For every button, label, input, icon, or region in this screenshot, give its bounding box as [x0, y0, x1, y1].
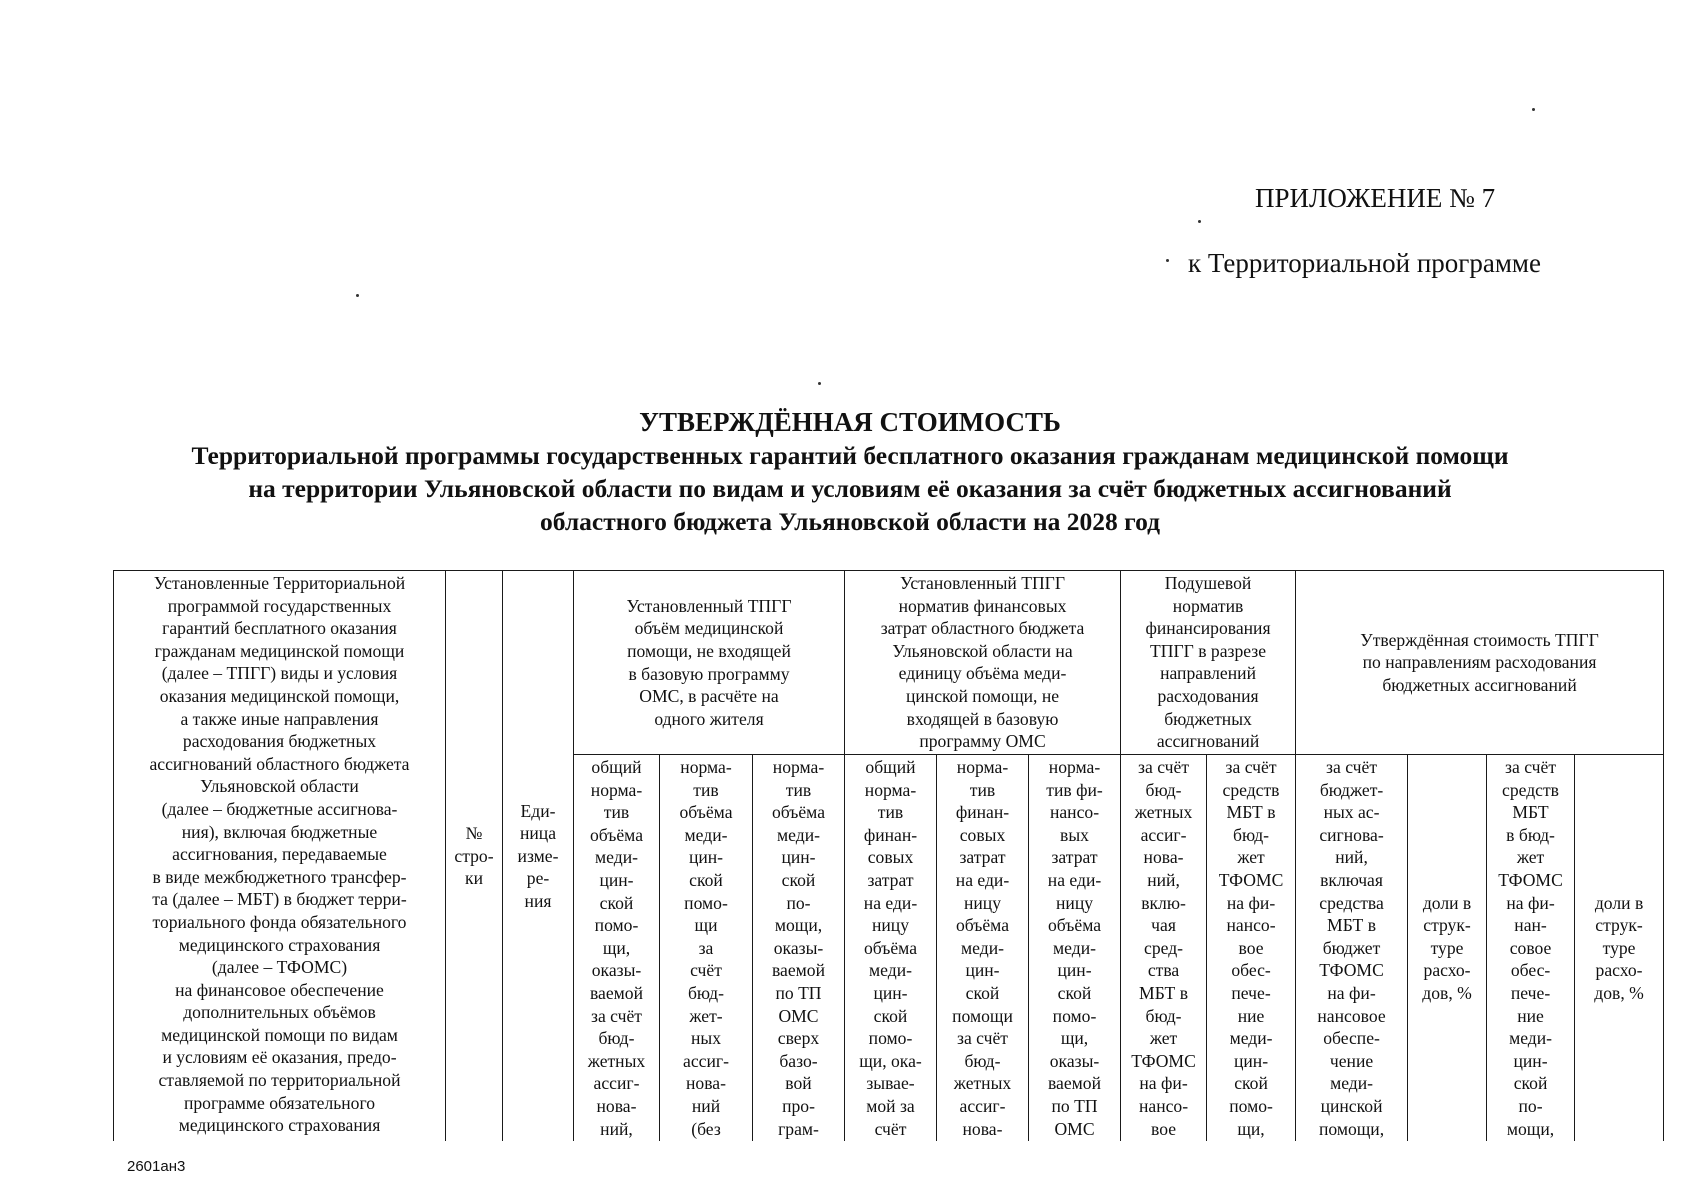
header-types-of-care: Установленные Территориальной программой государственных гарантий бесплатного оказания гражданам медицинской помощи (далее – ТПГГ) виды и условия оказания медицинской помощи, а также иные направления расходования бюджетных ассигнований областного бюджета Ульяновской области (далее – бюджетные ассигнова- ния), включая бюджетные ассигнования, передаваемые в виде межбюджетного трансфер- та (далее – МБТ) в бюджет терри- ториального фонда обязательного медицинского страхования (далее – ТФОМС) на финансовое обеспечение дополнительных объёмов медицинской помощи по видам и условиям её оказания, предо- ставляемой по территориальной программе обязательного медицинского страхования [114, 571, 446, 1142]
scan-speck [1198, 220, 1201, 223]
scan-speck [1532, 108, 1535, 111]
header-volume-group: Установленный ТПГГ объём медицинской помощи, не входящей в базовую программу ОМС, в расчёте на одного жителя [574, 571, 845, 755]
cost-table [113, 570, 1664, 1141]
subheader-cell: общий норма- тив финан- совых затрат на еди- ницу объёма меди- цин- ской помо- щи, ока- зывае- мой за счёт [845, 755, 937, 1142]
header-row-number: № стро- ки [446, 571, 503, 1142]
subheader-cell: за счёт средств МБТ в бюд- жет ТФОМС на фи- нан- совое обес- пече- ние меди- цин- ской по- мощи, [1487, 755, 1575, 1142]
subheader-cell: за счёт средств МБТ в бюд- жет ТФОМС на фи- нансо- вое обес- пече- ние меди- цин- ской помо- щи, [1207, 755, 1296, 1142]
appendix-reference: к Территориальной программе [1188, 248, 1541, 278]
subheader-cell: норма- тив фи- нансо- вых затрат на еди- ницу объёма меди- цин- ской помо- щи, оказы- ваемой по ТП ОМС [1029, 755, 1121, 1142]
header-approved-cost-group: Утверждённая стоимость ТПГГ по направлениям расходования бюджетных ассигнований [1296, 571, 1664, 755]
subheader-cell: норма- тив финан- совых затрат на еди- ницу объёма меди- цин- ской помощи за счёт бюд- жетных ассиг- нова- [937, 755, 1029, 1142]
subheader-cell: норма- тив объёма меди- цин- ской помо- щи за счёт бюд- жет- ных ассиг- нова- ний (без [660, 755, 753, 1142]
scan-speck [1166, 259, 1169, 262]
scan-speck [356, 294, 359, 297]
document-title: УТВЕРЖДЁННАЯ СТОИМОСТЬ [639, 407, 1061, 437]
table-header-row [114, 571, 1664, 755]
appendix-number: ПРИЛОЖЕНИЕ № 7 [1255, 183, 1496, 213]
subheader-cell-share: доли в струк- туре расхо- дов, % [1575, 755, 1664, 1142]
subheader-cell-share: доли в струк- туре расхо- дов, % [1408, 755, 1487, 1142]
subheader-cell: за счёт бюджет- ных ас- сигнова- ний, включая средства МБТ в бюджет ТФОМС на фи- нансовое обеспе- чение меди- цинской помощи, [1296, 755, 1408, 1142]
subheader-cell: за счёт бюд- жетных ассиг- нова- ний, вклю- чая сред- ства МБТ в бюд- жет ТФОМС на фи- нансо- вое [1121, 755, 1207, 1142]
header-norm-group: Установленный ТПГГ норматив финансовых затрат областного бюджета Ульяновской области на единицу объёма меди- цинской помощи, не входящей в базовую программу ОМС [845, 571, 1121, 755]
header-unit: Еди- ница изме- ре- ния [503, 571, 574, 1142]
header-per-capita-group: Подушевой норматив финансирования ТПГГ в разрезе направлений расходования бюджетных ассигнований [1121, 571, 1296, 755]
document-title-block [190, 406, 1510, 538]
scan-speck [818, 382, 821, 385]
subheader-cell: норма- тив объёма меди- цин- ской по- мощи, оказы- ваемой по ТП ОМС сверх базо- вой про- грам- [753, 755, 845, 1142]
document-code: 2601ан3 [127, 1158, 186, 1175]
document-subtitle: Территориальной программы государственных гарантий бесплатного оказания гражданам медицинской помощи на территории Ульяновской области по видам и условиям её оказания за счёт бюджетных ассигнований областного бюджета Ульяновской области на 2028 год [191, 441, 1509, 536]
subheader-cell: общий норма- тив объёма меди- цин- ской помо- щи, оказы- ваемой за счёт бюд- жетных ассиг- нова- ний, [574, 755, 660, 1142]
